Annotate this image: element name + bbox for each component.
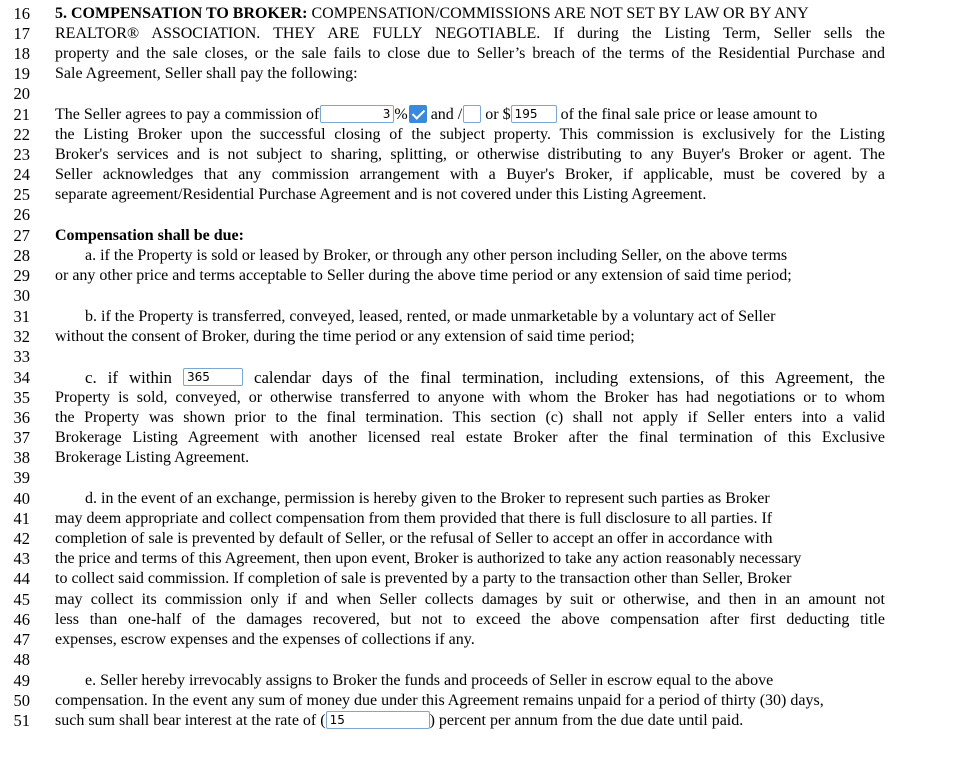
commission-percent-field[interactable]: 3 xyxy=(320,105,394,123)
line-number: 26 xyxy=(13,205,30,224)
clause-d-text: to collect said commission. If completion of sale is prevented by a party to the transaction other than Seller, Broker xyxy=(55,570,792,587)
clause-d-text: expenses, escrow expenses and the expenses of collections if any. xyxy=(55,631,475,648)
days-field[interactable]: 365 xyxy=(183,368,243,386)
clause-e-text: e. Seller hereby irrevocably assigns to Broker the funds and proceeds of Seller in escrow equal to the above xyxy=(85,672,774,689)
clause-c-line: c. if within 365 calendar days of the final termination, including extensions, of this Agreement, the xyxy=(85,368,885,387)
clause-c-text: Property is sold, conveyed, or otherwise transferred to anyone with whom the Broker has had negotiations or to whom xyxy=(55,389,885,406)
line-number: 50 xyxy=(13,691,30,710)
clause-e-text: compensation. In the event any sum of money due under this Agreement remains unpaid for a period of thirty (30) days, xyxy=(55,692,824,709)
doc-line xyxy=(0,266,954,286)
clause-d-text: the price and terms of this Agreement, then upon event, Broker is authorized to take any action reasonably necessary xyxy=(55,550,802,567)
flat-fee-checkbox[interactable] xyxy=(463,105,481,123)
line-number: 44 xyxy=(13,569,30,588)
commission-text: Seller acknowledges that any commission arrangement with a Buyer's Broker, if applicable, must be covered by a xyxy=(55,166,885,183)
doc-line xyxy=(0,105,954,125)
commission-text: the Listing Broker upon the successful closing of the subject property. This commission is exclusively for the Listing xyxy=(55,126,885,143)
interest-rate-field[interactable]: 15 xyxy=(326,711,430,729)
clause-b-text: without the consent of Broker, during the time period or any extension of said time period; xyxy=(55,328,635,345)
percent-checkbox[interactable] xyxy=(409,105,427,123)
clause-a-text: or any other price and terms acceptable to Seller during the above time period or any extension of said time period; xyxy=(55,267,792,284)
doc-line xyxy=(0,226,954,246)
line-number: 40 xyxy=(13,489,30,508)
doc-line xyxy=(0,489,954,509)
doc-line xyxy=(0,145,954,165)
line-number: 28 xyxy=(13,246,30,265)
clause-b-text: b. if the Property is transferred, conveyed, leased, rented, or made unmarketable by a voluntary act of Seller xyxy=(85,308,776,325)
doc-line xyxy=(0,671,954,691)
doc-line xyxy=(0,529,954,549)
doc-line xyxy=(0,630,954,650)
line-number: 32 xyxy=(13,327,30,346)
due-heading: Compensation shall be due: xyxy=(55,227,244,244)
section-text: 5. COMPENSATION TO BROKER: COMPENSATION/COMMISSIONS ARE NOT SET BY LAW OR BY ANY xyxy=(55,5,809,22)
doc-line xyxy=(0,428,954,448)
section-text: Sale Agreement, Seller shall pay the following: xyxy=(55,65,358,82)
line-number: 34 xyxy=(13,368,30,387)
clause-d-text: d. in the event of an exchange, permission is hereby given to the Broker to represent such parties as Broker xyxy=(85,490,770,507)
doc-line xyxy=(0,205,954,225)
doc-line xyxy=(0,509,954,529)
line-number: 49 xyxy=(13,671,30,690)
doc-line xyxy=(0,408,954,428)
doc-line xyxy=(0,650,954,670)
doc-line xyxy=(0,4,954,24)
clause-a-text: a. if the Property is sold or leased by Broker, or through any other person including Seller, on the above terms xyxy=(85,247,788,264)
clause-e-line: such sum shall bear interest at the rate of ( 15 ) percent per annum from the due date until paid. xyxy=(55,712,744,729)
doc-line xyxy=(0,448,954,468)
line-number: 20 xyxy=(13,84,30,103)
line-number: 39 xyxy=(13,468,30,487)
line-number: 47 xyxy=(13,630,30,649)
line-number: 51 xyxy=(13,711,30,730)
line-number: 16 xyxy=(13,4,30,23)
doc-line xyxy=(0,347,954,367)
line-number: 31 xyxy=(13,307,30,326)
clause-c-text: Brokerage Listing Agreement. xyxy=(55,449,250,466)
line-number: 38 xyxy=(13,448,30,467)
clause-d-text: may deem appropriate and collect compensation from them provided that there is full disclosure to all parties. If xyxy=(55,510,773,527)
commission-text: Broker's services and is not subject to sharing, splitting, or otherwise distributing to any Buyer's Broker or agent. The xyxy=(55,146,885,163)
doc-line xyxy=(0,388,954,408)
clause-d-text: completion of sale is prevented by default of Seller, or the refusal of Seller to accept an offer in accordance with xyxy=(55,530,773,547)
line-number: 41 xyxy=(13,509,30,528)
line-number: 24 xyxy=(13,165,30,184)
doc-line xyxy=(0,569,954,589)
doc-line xyxy=(0,24,954,44)
doc-line xyxy=(0,44,954,64)
line-number: 17 xyxy=(13,24,30,43)
flat-amount-field[interactable]: 195 xyxy=(511,105,557,123)
commission-line: The Seller agrees to pay a commission of 3 % and / or $ 195 of the final sale price or lease amount to xyxy=(55,106,818,123)
clause-d-text: may collect its commission only if and when Seller collects damages by suit or otherwise, and then in an amount not xyxy=(55,591,885,608)
line-number: 25 xyxy=(13,185,30,204)
doc-line xyxy=(0,549,954,569)
line-number: 21 xyxy=(13,105,30,124)
doc-line xyxy=(0,590,954,610)
section-text: property and the sale closes, or the sale fails to close due to Seller’s breach of the terms of the Residential Purchase and xyxy=(55,45,885,62)
doc-line xyxy=(0,84,954,104)
doc-line xyxy=(0,468,954,488)
line-number: 43 xyxy=(13,549,30,568)
doc-line xyxy=(0,368,954,388)
line-number: 33 xyxy=(13,347,30,366)
doc-line xyxy=(0,185,954,205)
line-number: 36 xyxy=(13,408,30,427)
doc-line xyxy=(0,64,954,84)
doc-line xyxy=(0,246,954,266)
section-heading: 5. COMPENSATION TO BROKER: xyxy=(55,5,308,22)
line-number: 18 xyxy=(13,44,30,63)
doc-line xyxy=(0,691,954,711)
line-number: 29 xyxy=(13,266,30,285)
doc-line xyxy=(0,307,954,327)
doc-line xyxy=(0,286,954,306)
doc-line xyxy=(0,327,954,347)
doc-line xyxy=(0,610,954,630)
section-text: REALTOR® ASSOCIATION. THEY ARE FULLY NEGOTIABLE. If during the Listing Term, Seller sells the xyxy=(55,25,885,42)
clause-c-text: Brokerage Listing Agreement with another licensed real estate Broker after the final termination of this Exclusive xyxy=(55,429,885,446)
line-number: 22 xyxy=(13,125,30,144)
commission-text: separate agreement/Residential Purchase Agreement and is not covered under this Listing Agreement. xyxy=(55,186,707,203)
line-number: 48 xyxy=(13,650,30,669)
line-number: 37 xyxy=(13,428,30,447)
line-number: 46 xyxy=(13,610,30,629)
line-number: 27 xyxy=(13,226,30,245)
doc-line xyxy=(0,711,954,731)
line-number: 42 xyxy=(13,529,30,548)
doc-line xyxy=(0,125,954,145)
line-number: 30 xyxy=(13,286,30,305)
line-number: 45 xyxy=(13,590,30,609)
doc-line xyxy=(0,165,954,185)
clause-c-text: the Property was shown prior to the final termination. This section (c) shall not apply if Seller enters into a valid xyxy=(55,409,885,426)
line-number: 35 xyxy=(13,388,30,407)
line-number: 23 xyxy=(13,145,30,164)
clause-d-text: less than one-half of the damages recovered, but not to exceed the above compensation after first deducting title xyxy=(55,611,885,628)
line-number: 19 xyxy=(13,64,30,83)
